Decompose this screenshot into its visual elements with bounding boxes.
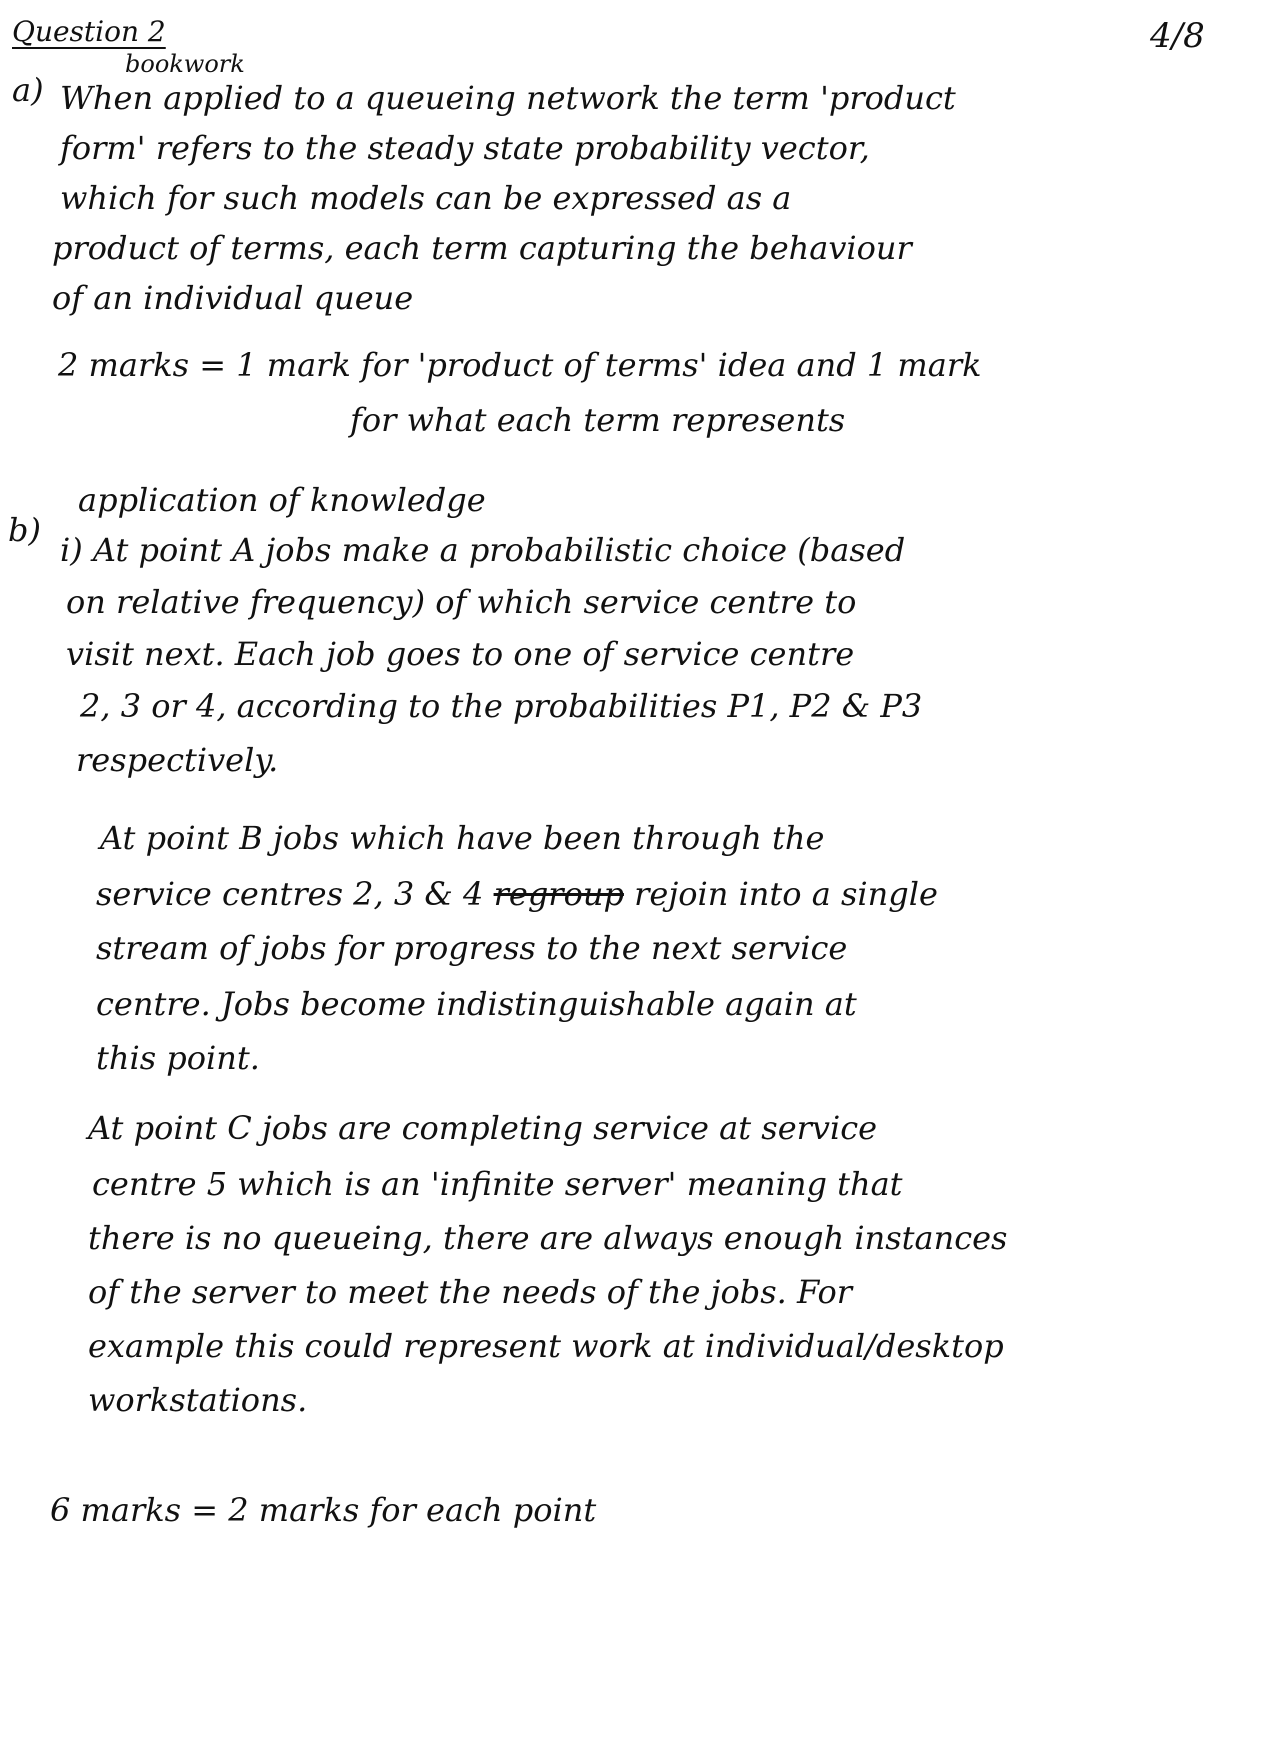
part-b-para2-text: service centres 2, 3 & 4 <box>96 875 484 913</box>
part-b-label: b) <box>8 511 41 549</box>
part-b-para1-line: 2, 3 or 4, according to the probabilities P1, P2 & P3 <box>80 687 923 725</box>
struck-word: regroup <box>493 875 624 913</box>
part-a-line: When applied to a queueing network the term 'product <box>60 79 956 117</box>
part-a-marks: 2 marks = 1 mark for 'product of terms' idea and 1 mark <box>58 346 982 384</box>
part-b-para2-line: centre. Jobs become indistinguishable again at <box>96 985 857 1023</box>
part-b-para1-line: visit next. Each job goes to one of service centre <box>66 635 855 673</box>
part-a-marks: for what each term represents <box>350 401 846 439</box>
part-b-para3-line: example this could represent work at individual/desktop <box>88 1327 1004 1365</box>
question-title: Question 2 <box>12 15 166 48</box>
part-b-category: application of knowledge <box>78 481 486 519</box>
part-b-para3-line: workstations. <box>88 1381 308 1419</box>
part-a-label: a) <box>12 71 44 109</box>
part-b-para1-line: respectively. <box>76 741 279 779</box>
page-number: 4/8 <box>1150 16 1205 56</box>
part-a-category: bookwork <box>125 50 245 78</box>
part-b-para2-line: stream of jobs for progress to the next service <box>96 929 848 967</box>
part-b-para3-line: of the server to meet the needs of the jobs. For <box>88 1273 852 1311</box>
part-b-para2-line: At point B jobs which have been through the <box>100 819 825 857</box>
part-b-para2-text: rejoin into a single <box>634 875 938 913</box>
part-b-para3-line: At point C jobs are completing service at service <box>88 1109 878 1147</box>
part-a-line: which for such models can be expressed as a <box>60 179 792 217</box>
part-b-marks: 6 marks = 2 marks for each point <box>50 1491 597 1529</box>
part-a-line: of an individual queue <box>52 279 414 317</box>
part-a-line: product of terms, each term capturing the behaviour <box>52 229 912 267</box>
part-b-para3-line: there is no queueing, there are always enough instances <box>88 1219 1008 1257</box>
part-b-para1-line: i) At point A jobs make a probabilistic choice (based <box>60 531 906 569</box>
part-b-para2-line: this point. <box>96 1039 260 1077</box>
part-b-para1-line: on relative frequency) of which service centre to <box>66 583 857 621</box>
part-b-para2-line <box>96 874 938 914</box>
part-a-line: form' refers to the steady state probability vector, <box>60 129 870 167</box>
part-b-para3-line: centre 5 which is an 'infinite server' meaning that <box>92 1165 903 1203</box>
